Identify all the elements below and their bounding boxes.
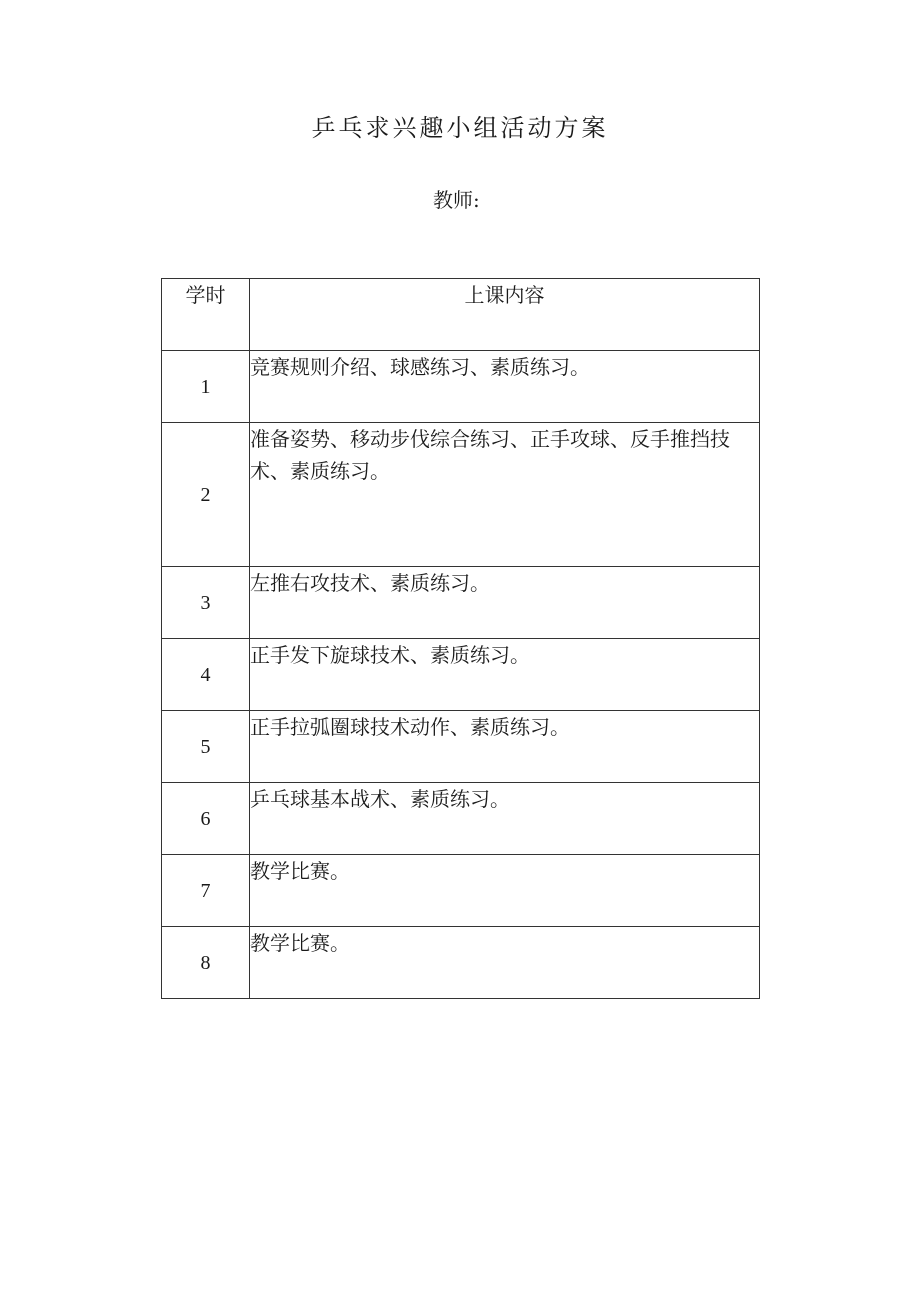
row-hour: 8 bbox=[162, 927, 250, 999]
row-hour: 7 bbox=[162, 855, 250, 927]
table-row bbox=[162, 567, 760, 639]
row-hour: 2 bbox=[162, 423, 250, 567]
table-row bbox=[162, 711, 760, 783]
table-header-row bbox=[162, 279, 760, 351]
document-title: 乒乓求兴趣小组活动方案 bbox=[311, 114, 609, 142]
row-hour: 1 bbox=[162, 351, 250, 423]
row-hour: 4 bbox=[162, 639, 250, 711]
row-content: 正手拉弧圈球技术动作、素质练习。 bbox=[250, 711, 760, 783]
row-content: 正手发下旋球技术、素质练习。 bbox=[250, 639, 760, 711]
row-content: 教学比赛。 bbox=[250, 927, 760, 999]
row-content: 教学比赛。 bbox=[250, 855, 760, 927]
header-hour: 学时 bbox=[162, 279, 250, 351]
table-row bbox=[162, 855, 760, 927]
row-content: 竞赛规则介绍、球感练习、素质练习。 bbox=[250, 351, 760, 423]
row-hour: 3 bbox=[162, 567, 250, 639]
row-hour: 5 bbox=[162, 711, 250, 783]
teacher-label: 教师: bbox=[433, 188, 480, 212]
row-content: 左推右攻技术、素质练习。 bbox=[250, 567, 760, 639]
table-row bbox=[162, 783, 760, 855]
header-content: 上课内容 bbox=[250, 279, 760, 351]
table-row bbox=[162, 927, 760, 999]
table-row bbox=[162, 423, 760, 567]
row-content: 准备姿势、移动步伐综合练习、正手攻球、反手推挡技术、素质练习。 bbox=[250, 423, 760, 567]
lesson-plan-table bbox=[161, 278, 760, 999]
table-row bbox=[162, 639, 760, 711]
row-hour: 6 bbox=[162, 783, 250, 855]
table-row bbox=[162, 351, 760, 423]
row-content: 乒乓球基本战术、素质练习。 bbox=[250, 783, 760, 855]
